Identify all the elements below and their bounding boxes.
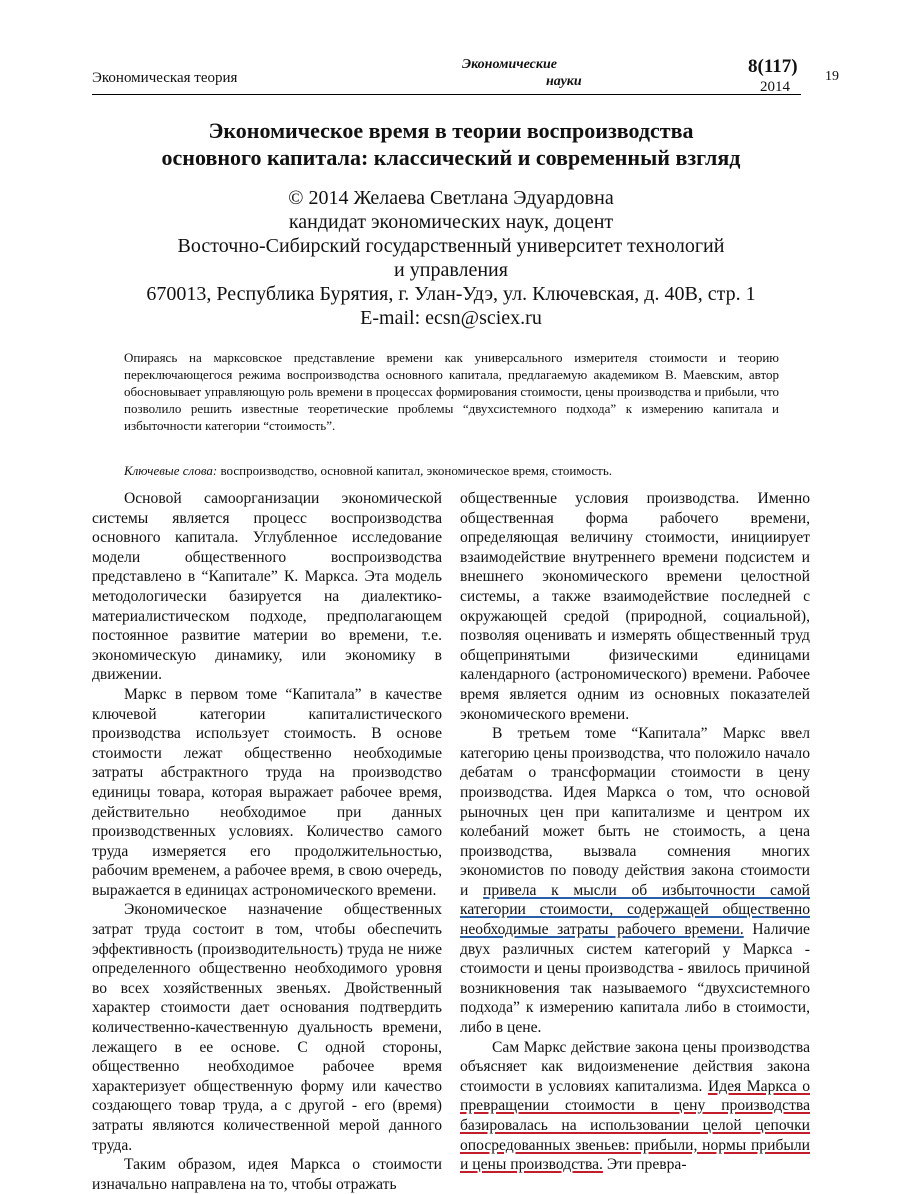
author-affiliation-cont: и управления <box>394 259 508 281</box>
left-column <box>92 489 442 1194</box>
highlighted-passage-blue: привела к мысли об избыточности самой категории стоимости, содержащей общественно необходимые затраты рабочего времени. <box>460 881 810 939</box>
author-address: 670013, Республика Бурятия, г. Улан-Удэ, ул. Ключевская, д. 40В, стр. 1 <box>146 283 756 305</box>
issue-year: 2014 <box>760 79 790 95</box>
journal-name: Экономические науки <box>462 57 582 89</box>
paragraph: Экономическое назначение общественных затрат труда состоит в том, чтобы обеспечить эффективность (производительность) труда не ниже определенного общественно необходимого уровня во всех хозяйственных звеньях. Двойственный характер стоимости дает основания подтвердить количественно-качественную дуальность времени, лежащего в ее основе. С одной стороны, общественно необходимое рабочее время характеризует общественную форму или качество создающего товар труда, а с другой - его (время) затраты являются количественной мерой данного труда. <box>92 901 442 1154</box>
keywords-label: Ключевые слова: <box>124 463 218 478</box>
author-email: E-mail: ecsn@sciex.ru <box>360 307 542 329</box>
author-degree: кандидат экономических наук, доцент <box>288 211 614 233</box>
keywords-text: воспроизводство, основной капитал, экономическое время, стоимость. <box>217 463 613 478</box>
running-head-section: Экономическая теория <box>92 70 238 86</box>
paragraph: В третьем томе “Капитала” Маркс ввел категорию цены производства, что положило начало дебатам о трансформации стоимости в цену производства. Идея Маркса о том, что основой рыночных цен при капитализме и центром их колебаний может быть не стоимость, а цена производства, вызвала сомнения многих экономистов по поводу действия закона стоимости и привела к мысли об избыточности самой категории стоимости, содержащей общественно необходимые затраты рабочего времени. Наличие двух различных систем категорий у Маркса - стоимости и цены производства - явилось причиной возникновения так называемого “двухсистемного подхода” к измерению капитала либо в стоимости, либо в цене. <box>460 725 810 1037</box>
article-title: Экономическое время в теории воспроизводства основного капитала: классический и современный взгляд <box>161 118 741 170</box>
abstract: Опираясь на марксовское представление времени как универсального измерителя стоимости и теорию переключающегося режима воспроизводства основного капитала, предлагаемую академиком В. Маевским, автор обосновывает управляющую роль времени в процессах формирования стоимости, цены производства и прибыли, что позволило решить известные теоретические проблемы “двухсистемного подхода” к измерению капитала и избыточности категории “стоимость”. <box>124 350 779 433</box>
right-column <box>460 489 810 1175</box>
author-block <box>92 186 810 330</box>
paragraph: Сам Маркс действие закона цены производства объясняет как видоизменение действия закона стоимости в условиях капитализма. Идея Маркса о превращении стоимости в цену производства базировалась на использовании целой цепочки опосредованных звеньев: прибыли, нормы прибыли и цены производства. Эти превра- <box>460 1038 810 1174</box>
page-number: 19 <box>825 69 839 84</box>
author-affiliation: Восточно-Сибирский государственный университет технологий <box>177 235 725 257</box>
paragraph: Основой самоорганизации экономической системы является процесс воспроизводства основного капитала. Углубленное исследование модели общественного воспроизводства представлено в “Капитале” К. Маркса. Эта модель методологически базируется на диалектико-материалистическом подходе, предполагающем постоянное развитие материи во времени, т.е. экономическую динамику, или экономику в движении. <box>92 490 442 684</box>
header-rule <box>92 94 801 95</box>
highlighted-passage-red: Идея Маркса о превращении стоимости в цену производства базировалась на использовании целой цепочки опосредованных звеньев: прибыли, нормы прибыли и цены производства. <box>460 1077 810 1174</box>
paragraph: Таким образом, идея Маркса о стоимости изначально направлена на то, чтобы отражать <box>92 1156 442 1193</box>
paragraph: Маркс в первом томе “Капитала” в качестве ключевой категории капиталистического производства использует стоимость. В основе стоимости лежат общественно необходимые затраты абстрактного труда на производство единицы товара, которая выражает рабочее время, действительно необходимое при данных производственных условиях. Количество самого труда измеряется его продолжительностью, рабочим временем, а рабочее время, в свою очередь, выражается в единицах астрономического времени. <box>92 685 442 899</box>
keywords <box>124 463 779 479</box>
issue-number: 8(117) <box>748 56 798 77</box>
paragraph: общественные условия производства. Именно общественная форма рабочего времени, определяющая величину стоимости, инициирует взаимодействие внутреннего времени подсистем и внешнего экономического времени целостной системы, а также взаимодействие последней с окружающей средой (природной, социальной), позволяя оценивать и измерять общественный труд общепринятыми физическими единицами календарного (астрономического) времени. Рабочее время является одним из основных показателей экономического времени. <box>460 490 810 723</box>
author-name: © 2014 Желаева Светлана Эдуардовна <box>288 187 614 209</box>
